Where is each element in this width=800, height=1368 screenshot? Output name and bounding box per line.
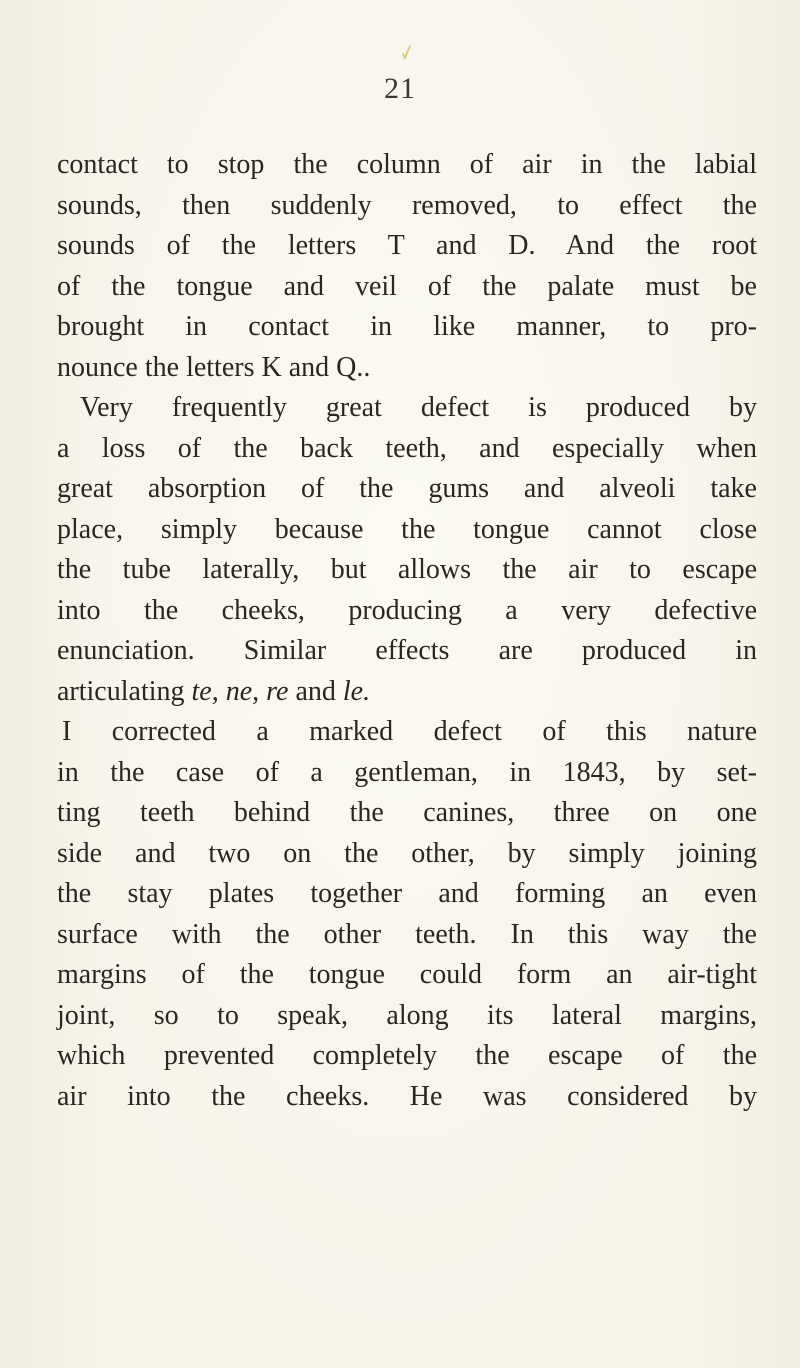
text-line: enunciation. Similar effects are produced in (57, 635, 757, 666)
page-number: 21 (384, 72, 416, 105)
text-line: surface with the other teeth. In this way the (57, 918, 757, 950)
syllable-te: te, (191, 675, 219, 707)
conjunction-and: and (288, 675, 343, 707)
body-text (57, 145, 757, 1117)
text-line: the tube laterally, but allows the air to escape (57, 554, 757, 585)
paragraph-start-line: I corrected a marked defect of this nature (62, 716, 757, 747)
text-line: which prevented completely the escape of the (57, 1040, 757, 1071)
text-line: contact to stop the column of air in the labial (57, 149, 757, 180)
text-line: sounds, then suddenly removed, to effect the (57, 189, 757, 221)
syllable-ne: ne, (225, 675, 260, 707)
pencil-check-mark (402, 44, 411, 60)
text-line: in the case of a gentleman, in 1843, by set- (57, 756, 757, 788)
text-line: into the cheeks, producing a very defective (57, 594, 757, 626)
line-prefix: articulating (57, 675, 192, 707)
paragraph-start-line: Very frequently great defect is produced by (80, 392, 757, 423)
text-line: great absorption of the gums and alveoli take (57, 473, 757, 504)
syllable-re: re (266, 675, 289, 707)
text-line: sounds of the letters T and D. And the root (57, 230, 757, 261)
text-line: of the tongue and veil of the palate must be (57, 270, 757, 302)
text-line: joint, so to speak, along its lateral margins, (57, 999, 757, 1031)
text-line: nounce the letters K and Q.. (57, 351, 371, 383)
text-line: place, simply because the tongue cannot close (57, 513, 757, 545)
text-line: side and two on the other, by simply joining (57, 837, 757, 869)
text-line: margins of the tongue could form an air-tight (57, 959, 757, 990)
syllable-le: le. (342, 675, 371, 707)
text-line-italic-syllables (57, 672, 757, 713)
text-line: a loss of the back teeth, and especially when (57, 432, 757, 464)
text-line: ting teeth behind the canines, three on one (57, 797, 757, 828)
text-line: the stay plates together and forming an even (57, 878, 757, 909)
text-line: brought in contact in like manner, to pro- (57, 311, 757, 342)
text-line: air into the cheeks. He was considered by (57, 1080, 757, 1112)
